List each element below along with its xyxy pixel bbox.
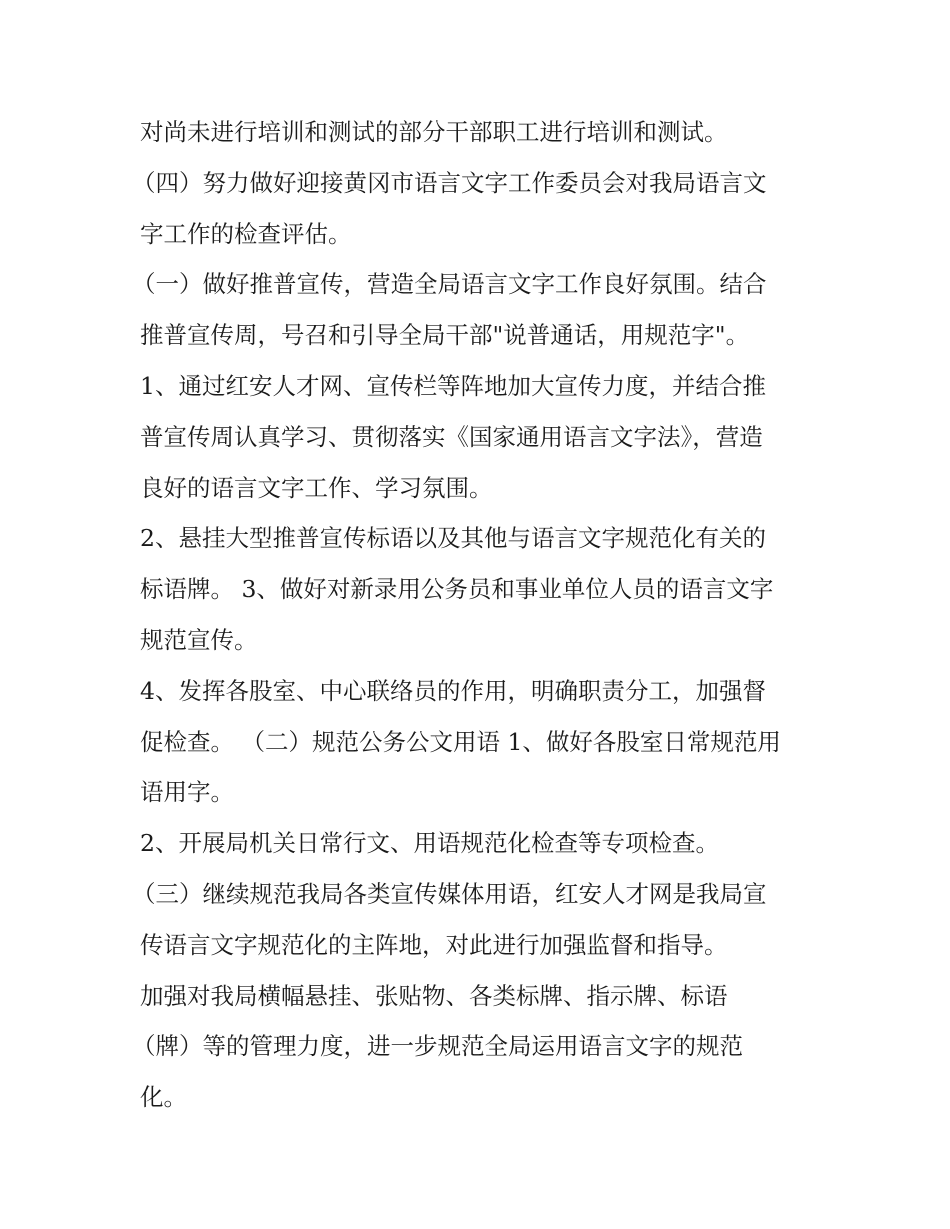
text-line: 标语牌。 3、做好对新录用公务员和事业单位人员的语言文字 (140, 575, 774, 604)
text-line: 2、开展局机关日常行文、用语规范化检查等专项检查。 (140, 829, 719, 858)
text-line: 2、悬挂大型推普宣传标语以及其他与语言文字规范化有关的 (140, 524, 766, 553)
text-line: （牌）等的管理力度，进一步规范全局运用语言文字的规范 (132, 1032, 743, 1061)
text-line: 对尚未进行培训和测试的部分干部职工进行培训和测试。 (140, 118, 728, 146)
text-line: 传语言文字规范化的主阵地，对此进行加强监督和指导。 (140, 930, 728, 959)
text-line: （四）努力做好迎接黄冈市语言文字工作委员会对我局语言文 (132, 168, 767, 197)
text-line: 普宣传周认真学习、贯彻落实《国家通用语言文字法》，营造 (140, 422, 763, 451)
text-line: 促检查。 （二）规范公务公文用语 1、做好各股室日常规范用 (140, 727, 781, 756)
text-line: 推普宣传周，号召和引导全局干部"说普通话，用规范字"。 (140, 321, 750, 350)
text-line: （一）做好推普宣传，营造全局语言文字工作良好氛围。结合 (132, 270, 767, 299)
text-line: 字工作的检查评估。 (140, 219, 352, 248)
text-line: 语用字。 (140, 778, 234, 807)
text-line: （三）继续规范我局各类宣传媒体用语，红安人才网是我局宣 (132, 879, 767, 908)
text-line: 规范宣传。 (140, 625, 258, 654)
text-line: 化。 (140, 1083, 187, 1112)
text-line: 良好的语言文字工作、学习氛围。 (140, 473, 493, 502)
text-line: 加强对我局横幅悬挂、张贴物、各类标牌、指示牌、标语 (140, 981, 728, 1010)
document-body (132, 107, 820, 1123)
text-line: 4、发挥各股室、中心联络员的作用，明确职责分工，加强督 (140, 676, 766, 705)
text-line: 1、通过红安人才网、宣传栏等阵地加大宣传力度，并结合推 (140, 371, 766, 400)
